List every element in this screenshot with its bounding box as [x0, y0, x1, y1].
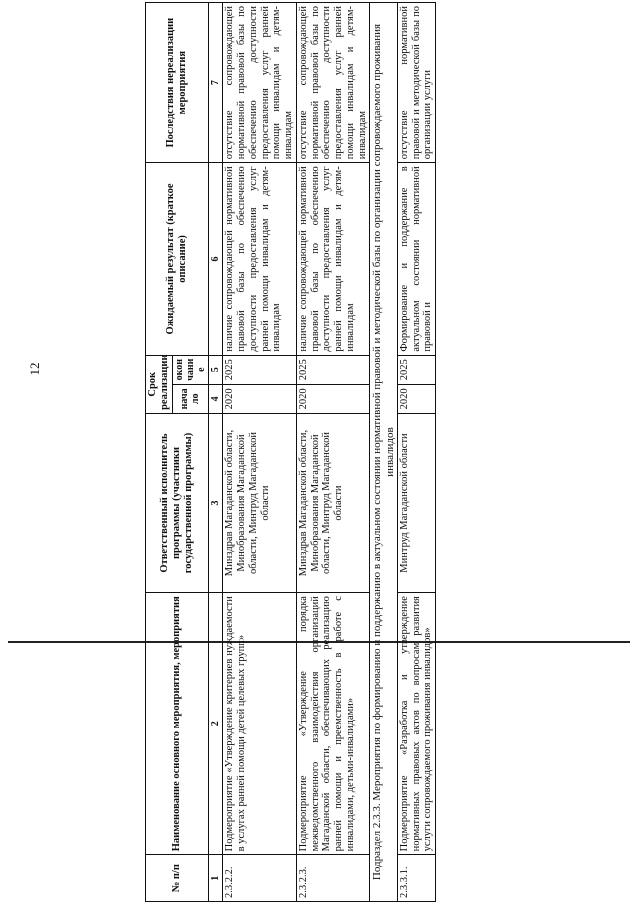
row-num: 2.3.2.3.	[296, 855, 370, 902]
header-result: Ожидаемый результат (краткое описание)	[146, 163, 209, 355]
row-consequences: отсутствие нормативной правовой и методической базы по организации услуги	[397, 3, 435, 163]
row-executor: Минздрав Магаданской области, Минобразования Магаданской области, Минтруд Магаданской области	[223, 413, 297, 592]
row-start: 2020	[223, 384, 297, 413]
col-number: 5	[209, 355, 223, 384]
row-executor: Минздрав Магаданской области, Минобразования Магаданской области, Минтруд Магаданской области	[296, 413, 370, 592]
row-executor: Минтруд Магаданской области	[397, 413, 435, 592]
table-row	[223, 3, 297, 902]
row-result: наличие сопровождающей нормативной правовой базы по обеспечению доступности предоставления услуг ранней помощи инвалидам и детям-инвалидам	[223, 163, 297, 355]
header-name: Наименование основного мероприятия, мероприятия	[146, 593, 209, 855]
header-executor: Ответственный исполнитель программы (участники государственной программы)	[146, 413, 209, 592]
header-start: нача ло	[172, 384, 209, 413]
col-number: 3	[209, 413, 223, 592]
row-consequences: отсутствие сопровождающей нормативной правовой базы по обеспечению доступности предоставления услуг ранней помощи инвалидам и детям-инвалидам	[223, 3, 297, 163]
row-start: 2020	[296, 384, 370, 413]
rotated-table-wrapper	[145, 2, 625, 902]
header-term: Срок реализации	[146, 355, 173, 413]
col-number: 1	[209, 855, 223, 902]
page-number: 12	[27, 362, 42, 376]
table-row	[397, 3, 435, 902]
row-end: 2025	[296, 355, 370, 384]
col-number: 4	[209, 384, 223, 413]
table-row	[296, 3, 370, 902]
row-result: Формирование и поддержание в актуальном состоянии нормативной правовой и	[397, 163, 435, 355]
row-name: Подмероприятие «Утверждение порядка межведомственного взаимодействия организаций Магаданской области, обеспечивающих реализацию ранней помощи и преемственность в работе с инвалидами, детьми-инвалидами»	[296, 593, 370, 855]
row-name: Подмероприятие «Утверждение критериев нуждаемости в услугах ранней помощи детей целевых групп»	[223, 593, 297, 855]
col-number: 6	[209, 163, 223, 355]
measures-table	[145, 2, 436, 902]
header-consequences: Последствия нереализации мероприятия	[146, 3, 209, 163]
row-num: 2.3.2.2.	[223, 855, 297, 902]
column-numbers-row	[209, 3, 223, 902]
row-end: 2025	[397, 355, 435, 384]
row-name: Подмероприятие «Разработка и утверждение нормативных правовых актов по вопросам развития услуги сопровождаемого проживания инвалидов»	[397, 593, 435, 855]
row-result: наличие сопровождающей нормативной правовой базы по обеспечению доступности предоставления услуг ранней помощи инвалидам и детям-инвалидам	[296, 163, 370, 355]
subsection-title: Подраздел 2.3.3. Мероприятия по формированию и поддержанию в актуальном состоянии нормативной правовой и методической базы по организации сопровождаемого проживания инвалидов	[370, 3, 398, 902]
header-num: № п/п	[146, 855, 209, 902]
row-consequences: отсутствие сопровождающей нормативной правовой базы по обеспечению доступности предоставления услуг ранней помощи инвалидам и детям-инвалидам	[296, 3, 370, 163]
header-end: окон чани е	[172, 355, 209, 384]
row-start: 2020	[397, 384, 435, 413]
subsection-row	[370, 3, 398, 902]
col-number: 7	[209, 3, 223, 163]
col-number: 2	[209, 593, 223, 855]
header-row	[146, 3, 173, 902]
row-num: 2.3.3.1.	[397, 855, 435, 902]
row-end: 2025	[223, 355, 297, 384]
